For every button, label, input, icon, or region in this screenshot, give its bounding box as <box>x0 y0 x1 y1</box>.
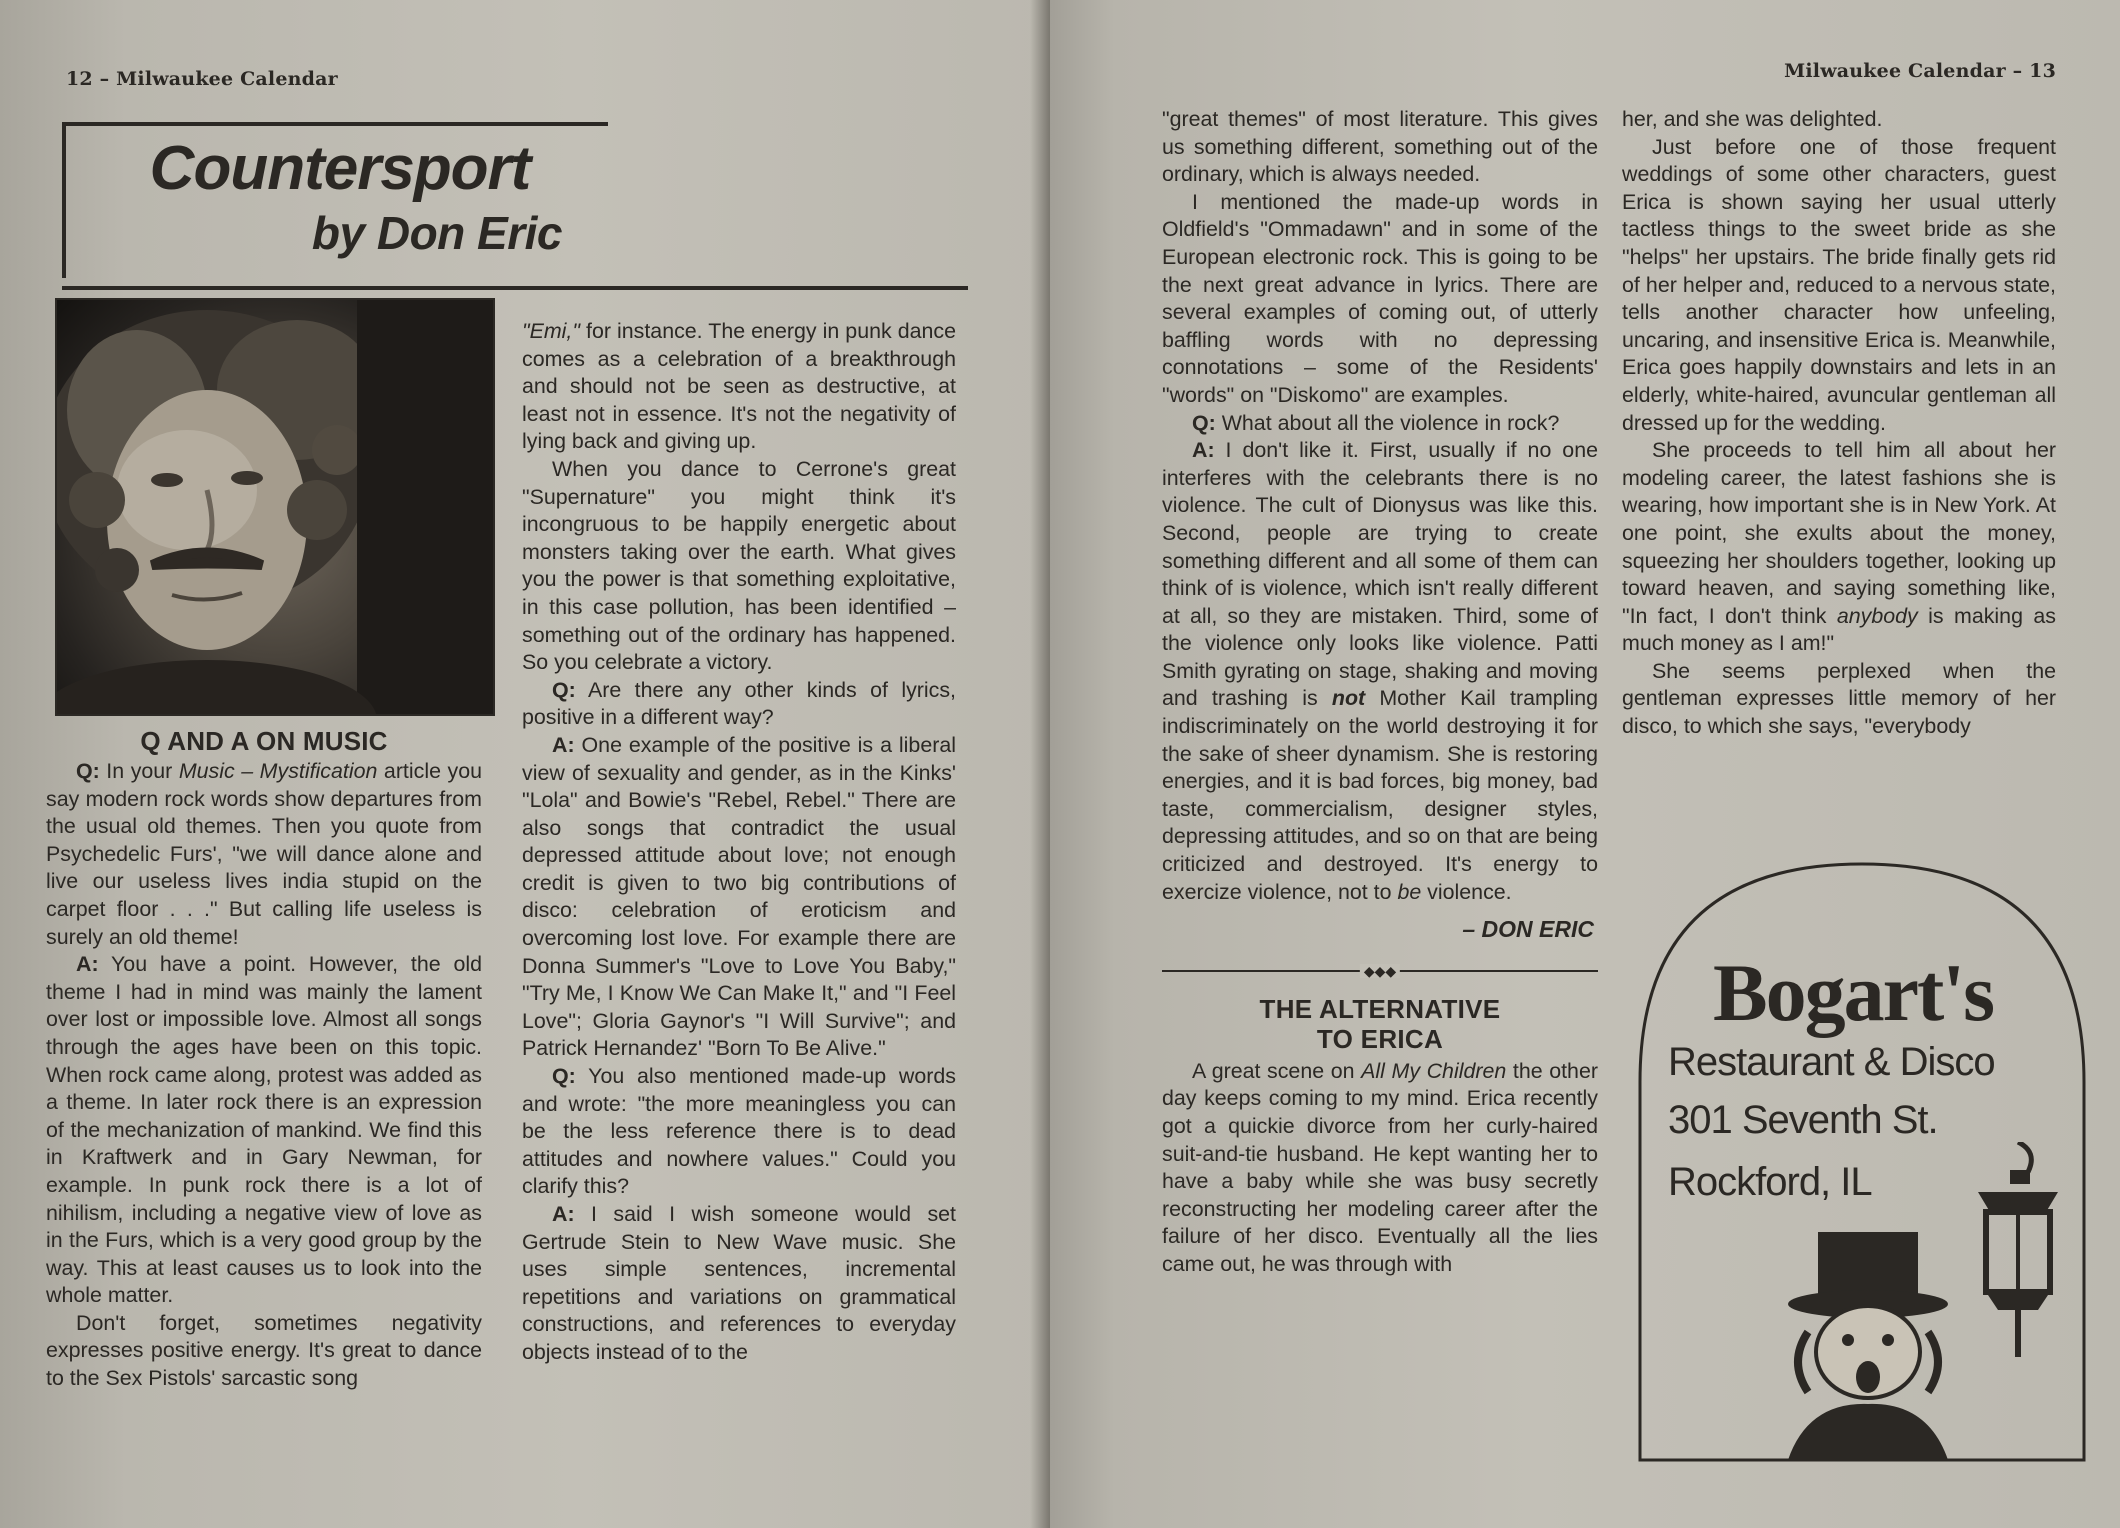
heading-line-1: THE ALTERNATIVE <box>1259 993 1501 1024</box>
paragraph: I mentioned the made-up words in Oldfield's "Ommadawn" and in some of the European electronic rock. This is going to be the next great advance in lyrics. There are several examples of coming out, of utterly baffling words with no depressing connotations – some of the Residents' "words" on "Diskomo" are examples. <box>1162 189 1598 407</box>
ad-city: Rockford, IL <box>1668 1160 1872 1204</box>
right-column-1 <box>1162 106 1598 1279</box>
section-heading: Q AND A ON MUSIC <box>140 726 388 756</box>
paragraph: Q: Are there any other kinds of lyrics, positive in a different way? <box>522 677 956 730</box>
author-signature: – DON ERIC <box>1462 916 1594 943</box>
paragraph: Q: What about all the violence in rock? <box>1192 410 1560 435</box>
paragraph: Q: In your Music – Mystification article you say modern rock words show departures from the usual old themes. Then you quote from Psychedelic Furs', "we will dance alone and live our useless lives india stupid on the carpet floor . . ." But calling life useless is surely an old theme! <box>46 759 483 949</box>
column-byline: by Don Eric <box>311 207 562 259</box>
portrait-photo <box>55 298 495 716</box>
paragraph: She seems perplexed when the gentleman expresses little memory of her disco, to which she says, "everybody <box>1622 658 2056 739</box>
right-folio: Milwaukee Calendar – 13 <box>1784 60 2056 82</box>
paragraph: "Emi," for instance. The energy in punk dance comes as a celebration of a breakthrough and should not be seen as destructive, at least not in essence. It's not the negativity of lying back and giving up. <box>522 319 956 454</box>
right-column-2 <box>1622 106 2056 741</box>
paragraph: Q: You also mentioned made-up words and wrote: "the more meaningless you can be the less reference there is to dead attitudes and nowhere values." Could you clarify this? <box>522 1064 956 1199</box>
paragraph: Don't forget, sometimes negativity expresses positive energy. It's great to dance to the Sex Pistols' sarcastic song <box>46 1310 482 1391</box>
ad-tagline: Restaurant & Disco <box>1668 1040 1995 1084</box>
separator-ornament: ◆◆◆ <box>1360 964 1400 978</box>
bogarts-advertisement <box>1638 862 2086 1462</box>
left-page <box>0 0 1050 1528</box>
lantern-icon <box>1958 1142 2068 1362</box>
paragraph: A: One example of the positive is a liberal view of sexuality and gender, as in the Kinks' "Lola" and Bowie's "Rebel, Rebel." There are also songs that contradict the usual depressed attitude about love; not enough credit is given to two big contributions of disco: celebration of eroticism and overcoming lost love. For example there are Donna Summer's "Love to Love You Baby," "Try Me, I Know We Can Make It," and "I Feel Love"; Gloria Gaynor's "I Will Survive"; and Patrick Hernandez' "Born To Be Alive." <box>522 732 956 1061</box>
paragraph: A great scene on All My Children the other day keeps coming to my mind. Erica recently got a quickie divorce from her curly-haired suit-and-tie husband. He kept wanting her to have a baby while she was busy secretly reconstructing her modeling career after the failure of her disco. Eventually all the lies came out, he was through with <box>1162 1058 1598 1276</box>
left-folio: 12 – Milwaukee Calendar <box>66 68 338 90</box>
paragraph: Just before one of those frequent weddings of some other characters, guest Erica is shown saying her usual utterly tactless things to the sweet bride as she "helps" her upstairs. The bride finally gets rid of her helper and, reduced to a nervous state, tells another character how unfeeling, uncaring, and insensitive Erica is. Meanwhile, Erica goes happily downstairs and lets in an elderly, white-haired, avuncular gentleman all dressed up for the wedding. <box>1622 134 2056 435</box>
paragraph: her, and she was delighted. <box>1622 107 1883 131</box>
column-title: Countersport <box>149 134 531 203</box>
top-hat-man-illustration <box>1768 1232 1968 1460</box>
paragraph: She proceeds to tell him all about her modeling career, the latest fashions she is wearing, how important she is in New York. At one point, she exults about the money, squeezing her shoulders together, looking up toward heaven, and saying something like, "In fact, I don't think anybody is making as much money as I am!" <box>1622 438 2056 656</box>
left-column-1 <box>46 726 482 1393</box>
heading-line-2: TO ERICA <box>1316 1023 1444 1054</box>
ad-address: 301 Seventh St. <box>1668 1098 1938 1142</box>
paragraph: When you dance to Cerrone's great "Supernature" you might think it's incongruous to be happily energetic about monsters taking over the earth. What gives you the power is that something exploitative, in this case pollution, has been identified – something out of the ordinary has happened. So you celebrate a victory. <box>522 456 956 675</box>
ad-business-name: Bogart's <box>1712 947 1994 1038</box>
section-heading-2 <box>1162 994 1598 1054</box>
paragraph: A: I said I wish someone would set Gertrude Stein to New Wave music. She uses simple sentences, incremental repetitions and variations on grammatical constructions, and references to everyday objects instead of to the <box>522 1202 956 1364</box>
left-column-2 <box>522 318 956 1367</box>
section-separator <box>1162 960 1598 982</box>
masthead-rule <box>62 286 968 290</box>
paragraph: A: You have a point. However, the old theme I had in mind was mainly the lament over lost or impossible love. Almost all songs through the ages have been on this topic. When rock came along, protest was added as a theme. In later rock there is an expression of the mechanization of mankind. We find this in Kraftwerk and in Gary Newman, for example. In punk rock there is a lot of nihilism, including a negative view of love as in the Furs, which is a very good group by the way. This at least causes us to look into the whole matter. <box>46 952 482 1308</box>
paragraph: A: I don't like it. First, usually if no one interferes with the celebrants there is no violence. The cult of Dionysus was like this. Second, people are trying to create something different and all some of them can think of is violence, which isn't really different at all, so they are mistaken. Third, some of the violence only looks like violence. Patti Smith gyrating on stage, shaking and moving and trashing is not Mother Kail trampling indiscriminately on the world destroying it for the sake of sheer dynamism. She is restoring energies, and it is bad forces, big money, bad taste, commercialism, designer styles, depressing attitudes, and so on that are being criticized and destroyed. It's energy to exercize violence, not to be violence. <box>1162 438 1598 904</box>
paragraph: "great themes" of most literature. This gives us something different, something out of the ordinary, which is always needed. <box>1162 107 1598 187</box>
